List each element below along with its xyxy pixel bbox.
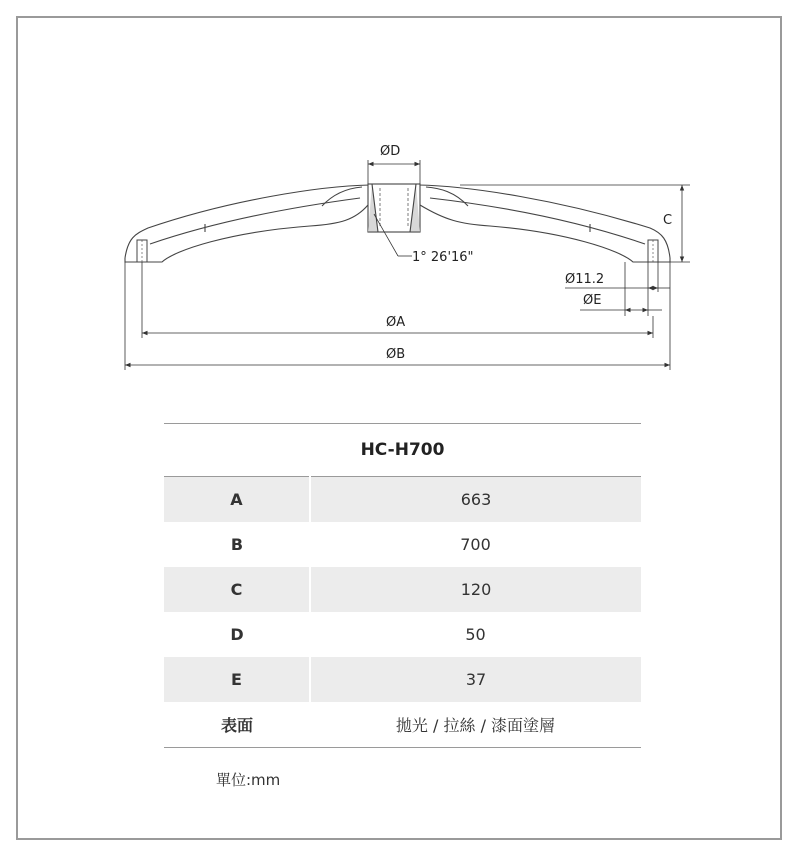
row-value: 663	[310, 477, 641, 523]
dimension-11-2-label: Ø11.2	[565, 272, 605, 287]
row-key: B	[230, 535, 244, 554]
dimension-e-label: ØE	[583, 293, 602, 308]
row-key: A	[164, 477, 310, 523]
row-key: E	[164, 657, 310, 702]
dimension-d	[368, 160, 420, 184]
spec-table-header	[164, 424, 641, 477]
row-value: 700	[460, 535, 491, 554]
dimension-d-label: ØD	[380, 144, 401, 159]
table-row	[164, 477, 641, 523]
row-key: 表面	[164, 702, 310, 748]
row-value: 拋光 / 拉絲 / 漆面塗層	[310, 702, 641, 748]
technical-drawing	[0, 0, 800, 400]
row-value: 37	[310, 657, 641, 702]
dimension-a-label: ØA	[386, 315, 406, 330]
row-key: D	[230, 625, 244, 644]
row-value: 120	[310, 567, 641, 612]
angle-label: 1° 26'16"	[412, 250, 474, 265]
row-value: 50	[465, 625, 486, 644]
spec-table	[164, 423, 641, 748]
dimension-foot	[565, 262, 670, 316]
table-row	[164, 657, 641, 702]
center-post	[368, 184, 420, 232]
table-row	[164, 522, 641, 567]
table-row	[164, 567, 641, 612]
table-row	[164, 702, 641, 748]
table-row	[164, 612, 641, 657]
unit-note: 單位:mm	[216, 771, 281, 789]
model-title: HC-H700	[164, 424, 641, 477]
handle-feet	[137, 240, 658, 262]
dimension-c-label: C	[663, 213, 673, 228]
dimension-b-label: ØB	[386, 347, 406, 362]
row-key: C	[164, 567, 310, 612]
